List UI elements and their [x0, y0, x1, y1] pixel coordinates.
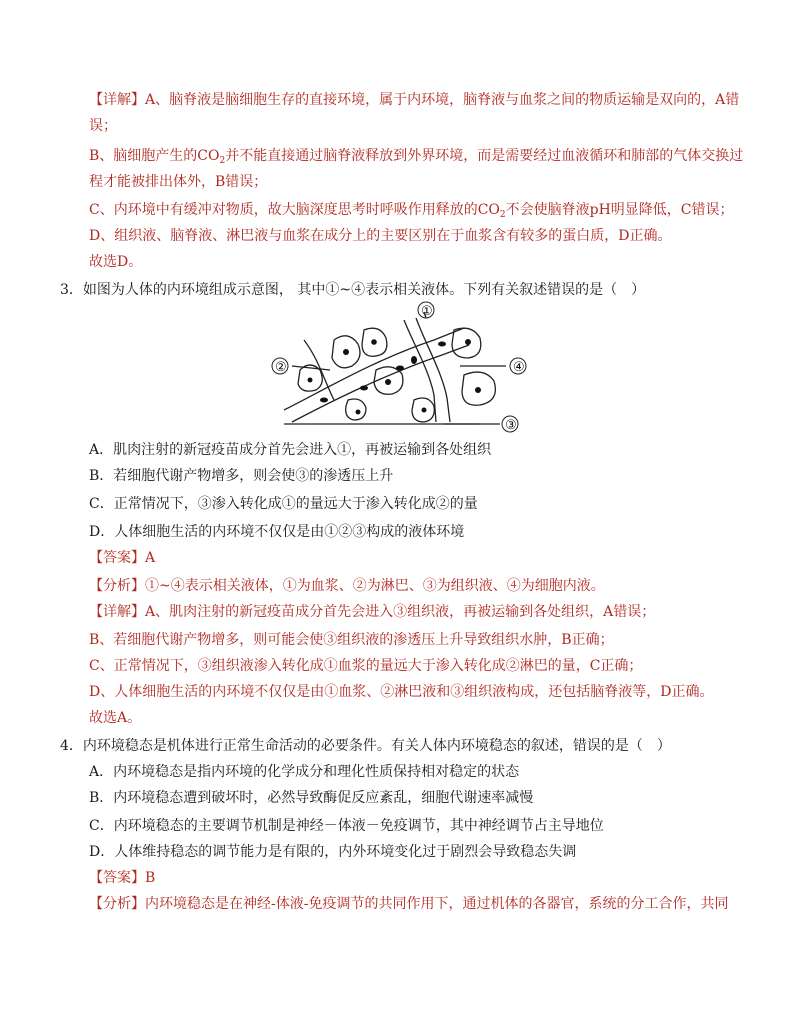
question-4-stem: 4．内环境稳态是机体进行正常生命活动的必要条件。有关人体内环境稳态的叙述，错误的是（ ） — [60, 738, 671, 754]
detail-tag: 【详解】 — [89, 92, 145, 108]
label-3: ③ — [505, 418, 517, 433]
q3-detail-1 — [89, 602, 655, 622]
answer-value: B — [145, 870, 156, 886]
detail-tag: 【详解】 — [89, 604, 145, 620]
detail-line-2: 误； — [89, 118, 117, 134]
q3-option-d: D．人体细胞生活的内环境不仅仅是由①②③构成的液体环境 — [89, 524, 465, 540]
detail-line-7: 故选D。 — [89, 254, 143, 270]
answer-tag: 【答案】 — [89, 870, 145, 886]
analysis-tag: 【分析】 — [89, 578, 145, 594]
detail-line-4: 程才能被排出体外，B错误； — [89, 174, 268, 190]
lymph-wall-right — [416, 318, 450, 422]
q3-detail-5: 故选A。 — [89, 710, 142, 726]
q3-option-b: B．若细胞代谢产物增多，则会使③的渗透压上升 — [89, 468, 394, 484]
q4-analysis — [89, 894, 728, 914]
label-1: ① — [421, 304, 433, 319]
analysis-tag: 【分析】 — [89, 896, 145, 912]
q4-answer — [89, 868, 155, 888]
lymph-wall-left — [404, 320, 436, 422]
detail-text: B、脑细胞产生的CO — [89, 148, 220, 164]
q3-detail-4: D、人体细胞生活的内环境不仅仅是由①血浆、②淋巴液和③组织液构成，还包括脑脊液等，D正确。 — [89, 684, 714, 700]
detail-text: 不会使脑脊液pH明显降低，C错误； — [505, 202, 734, 218]
detail-line-1 — [89, 90, 739, 110]
q3-option-c: C．正常情况下，③渗入转化成①的量远大于渗入转化成②的量 — [89, 496, 478, 512]
answer-tag: 【答案】 — [89, 550, 145, 566]
detail-line-6: D、组织液、脑脊液、淋巴液与血浆在成分上的主要区别在于血浆含有较多的蛋白质，D正确。 — [89, 228, 672, 244]
q4-option-a: A．内环境稳态是指内环境的化学成分和理化性质保持相对稳定的状态 — [89, 764, 520, 780]
cell — [346, 399, 366, 420]
detail-text: A、肌肉注射的新冠疫苗成分首先会进入③组织液，再被运输到各处组织，A错误； — [145, 604, 656, 620]
analysis-text: ①~④表示相关液体，①为血浆、②为淋巴、③为组织液、④为细胞内液。 — [145, 578, 605, 594]
q4-option-d: D．人体维持稳态的调节能力是有限的，内外环境变化过于剧烈会导致稳态失调 — [89, 844, 577, 860]
subscript: 2 — [499, 210, 506, 220]
q3-detail-3: C、正常情况下，③组织液渗入转化成①血浆的量远大于渗入转化成②淋巴的量，C正确； — [89, 658, 643, 674]
label-4: ④ — [513, 360, 525, 375]
q3-analysis — [89, 576, 605, 596]
detail-text: 并不能直接通过脑脊液释放到外界环境，而是需要经过血液循环和肺部的气体交换过 — [225, 148, 744, 164]
q4-option-b: B．内环境稳态遭到破坏时，必然导致酶促反应紊乱，细胞代谢速率减慢 — [89, 790, 534, 806]
detail-text: A、脑脊液是脑细胞生存的直接环境，属于内环境，脑脊液与血浆之间的物质运输是双向的，A错 — [145, 92, 740, 108]
detail-line-3 — [89, 146, 743, 171]
inner-environment-diagram — [264, 300, 540, 436]
q3-answer — [89, 548, 155, 568]
label-2: ② — [275, 360, 287, 375]
answer-value: A — [145, 550, 156, 566]
q3-detail-2: B、若细胞代谢产物增多，则可能会使③组织液的渗透压上升导致组织水肿，B正确； — [89, 632, 614, 648]
question-3-stem: 3．如图为人体的内环境组成示意图， 其中①~④表示相关液体。下列有关叙述错误的是（ ） — [60, 282, 646, 298]
detail-line-5 — [89, 200, 734, 225]
analysis-text: 内环境稳态是在神经-体液-免疫调节的共同作用下，通过机体的各器官，系统的分工合作，共同 — [145, 896, 729, 912]
detail-text: C、内环境中有缓冲对物质，故大脑深度思考时呼吸作用释放的CO — [89, 202, 500, 218]
subscript: 2 — [219, 156, 226, 166]
q3-option-a: A．肌肉注射的新冠疫苗成分首先会进入①，再被运输到各处组织 — [89, 442, 492, 458]
q4-option-c: C．内环境稳态的主要调节机制是神经－体液－免疫调节，其中神经调节占主导地位 — [89, 818, 604, 834]
